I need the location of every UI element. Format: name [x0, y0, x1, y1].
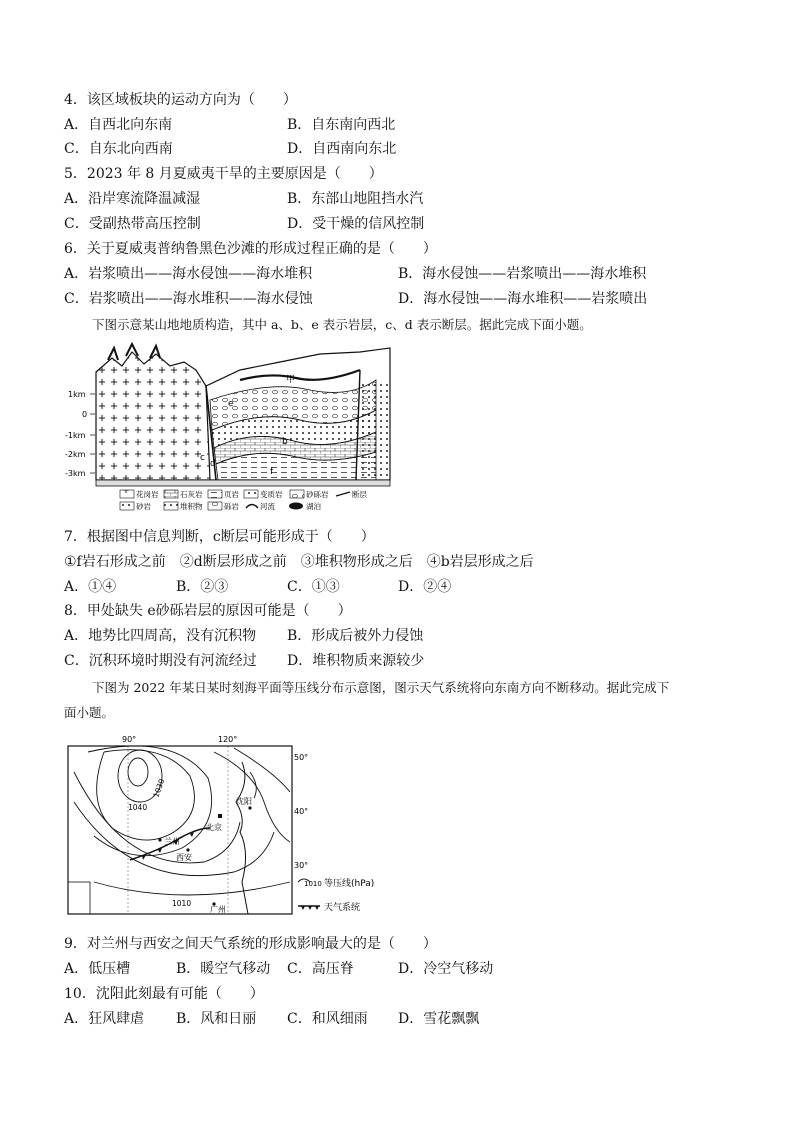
geology-figure [60, 340, 400, 512]
q7-statements: ①f岩石形成之前 ②d断层形成之前 ③堆积物形成之后 ④b岩层形成之后 [64, 554, 534, 570]
q6-option-c: C．岩浆喷出——海水堆积——海水侵蚀 [64, 291, 313, 307]
isobar-1030: 1030 [151, 777, 167, 799]
intro-geology: 下图示意某山地地质构造，其中 a、b、e 表示岩层，c、d 表示断层。据此完成下面小题。 [92, 317, 592, 332]
intro-isobar-line1: 下图为 2022 年某日某时刻海平面等压线分布示意图，图示天气系统将向东南方向不断移动。据此完成下 [92, 680, 670, 695]
label-jia: 甲 [286, 375, 296, 385]
q4-option-b: B．自东南向西北 [287, 117, 396, 133]
q8-option-b: B．形成后被外力侵蚀 [287, 628, 424, 644]
legend-deposit: 堆积物 [180, 502, 203, 511]
q7-option-d: D．②④ [398, 579, 452, 595]
city-beijing: 北京 [206, 823, 222, 832]
legend-isobar-sample: 1010 [304, 880, 322, 888]
q7-option-c: C．①③ [287, 579, 340, 595]
q4-option-d: D．自西南向东北 [287, 141, 397, 157]
legend-gravel: 砾岩 [224, 502, 239, 511]
legend-river: 河流 [260, 502, 275, 511]
q8-option-c: C．沉积环境时期没有河流经过 [64, 653, 257, 669]
legend-lake: 湖泊 [306, 502, 321, 511]
isobar-map-figure [64, 732, 404, 918]
y-label-0: 0 [82, 410, 88, 419]
label-e: e [228, 399, 234, 409]
city-lanzhou: 兰州 [164, 837, 180, 846]
intro-isobar-line2: 面小题。 [64, 705, 115, 720]
q10-option-b: B．风和日丽 [176, 1011, 257, 1027]
q9-option-b: B．暖空气移动 [176, 961, 271, 977]
q4-stem: 4．该区域板块的运动方向为（ ） [64, 92, 297, 108]
label-c: c [200, 453, 205, 463]
y-label-m1km: -1km [65, 431, 86, 440]
q6-option-a: A．岩浆喷出——海水侵蚀——海水堆积 [64, 266, 313, 282]
lat-40: 40° [294, 807, 309, 816]
city-shenyang: 沈阳 [236, 797, 252, 806]
q8-stem: 8．甲处缺失 e砂砾岩层的原因可能是（ ） [64, 603, 352, 619]
q10-option-d: D．雪花飘飘 [398, 1011, 480, 1027]
q10-option-c: C．和风细雨 [287, 1011, 368, 1027]
legend-isobar: 等压线(hPa) [324, 879, 375, 889]
label-d: d [210, 459, 216, 469]
legend-metamorphic: 变质岩 [260, 490, 283, 499]
isobar-1010: 1010 [172, 899, 192, 908]
label-f: f [270, 467, 274, 477]
legend-granite: 花岗岩 [136, 490, 159, 499]
q4-option-a: A．自西北向东南 [64, 117, 173, 133]
q6-option-b: B．海水侵蚀——岩浆喷出——海水堆积 [398, 266, 647, 282]
lon-90: 90° [122, 735, 137, 744]
isobar-1040: 1040 [128, 803, 148, 812]
legend-conglomerate-sand: 砂砾岩 [306, 490, 329, 499]
q5-option-d: D．受干燥的信风控制 [287, 216, 425, 232]
y-label-m2km: -2km [65, 450, 86, 459]
q9-option-d: D．冷空气移动 [398, 961, 494, 977]
q5-stem: 5．2023 年 8 月夏威夷干旱的主要原因是（ ） [64, 166, 383, 182]
legend-limestone: 石灰岩 [180, 490, 203, 499]
q6-option-d: D．海水侵蚀——海水堆积——岩浆喷出 [398, 291, 648, 307]
q9-stem: 9．对兰州与西安之间天气系统的形成影响最大的是（ ） [64, 936, 437, 952]
y-label-1km: 1km [68, 390, 86, 399]
legend-front: 天气系统 [324, 903, 361, 913]
city-xian: 西安 [176, 853, 192, 862]
lat-50: 50° [294, 753, 309, 762]
lat-30: 30° [294, 861, 309, 870]
q9-option-c: C．高压脊 [287, 961, 354, 977]
q8-option-d: D．堆积物质来源较少 [287, 653, 425, 669]
q6-stem: 6．关于夏威夷普纳鲁黑色沙滩的形成过程正确的是（ ） [64, 241, 437, 257]
q5-option-a: A．沿岸寒流降温减湿 [64, 191, 201, 207]
q10-option-a: A．狂风肆虐 [64, 1011, 145, 1027]
q9-option-a: A．低压槽 [64, 961, 131, 977]
q7-option-b: B．②③ [176, 579, 229, 595]
city-guangzhou: 广州 [210, 905, 226, 914]
q4-option-c: C．自东北向西南 [64, 141, 173, 157]
legend-shale: 页岩 [224, 490, 239, 499]
label-b: b [282, 437, 288, 447]
q7-option-a: A．①④ [64, 579, 117, 595]
q5-option-c: C．受副热带高压控制 [64, 216, 201, 232]
q7-stem: 7．根据图中信息判断，c断层可能形成于（ ） [64, 529, 375, 545]
q8-option-a: A．地势比四周高，没有沉积物 [64, 628, 257, 644]
lon-120: 120° [218, 735, 238, 744]
q10-stem: 10．沈阳此刻最有可能（ ） [64, 986, 264, 1002]
y-label-m3km: -3km [65, 469, 86, 478]
legend-fault: 断层 [352, 490, 367, 499]
legend-sandstone: 砂岩 [136, 502, 151, 511]
q5-option-b: B．东部山地阻挡水汽 [287, 191, 424, 207]
